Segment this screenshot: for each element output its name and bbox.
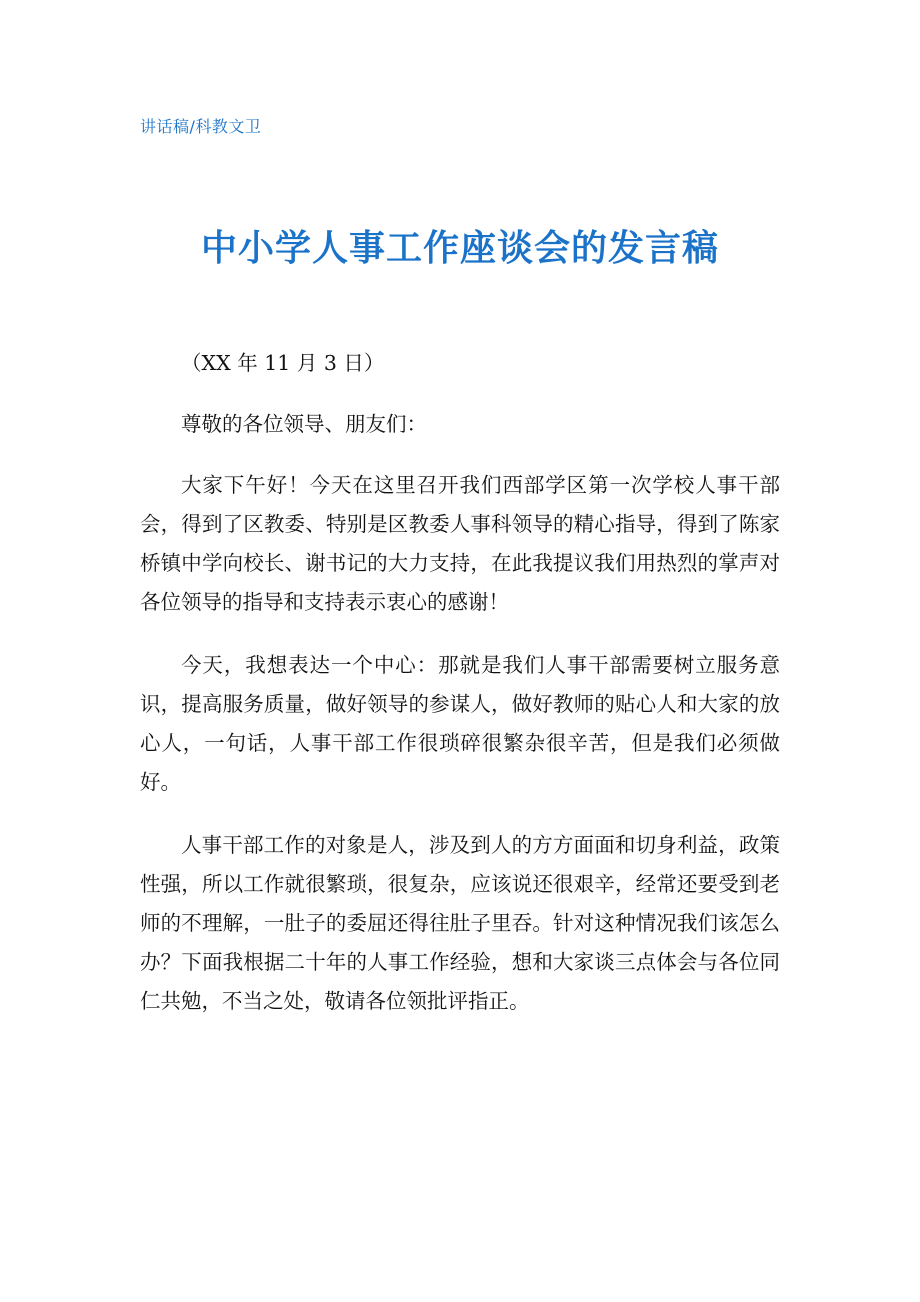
document-title: 中小学人事工作座谈会的发言稿	[200, 228, 719, 269]
document-date: （XX 年 11 月 3 日）	[181, 351, 385, 375]
document-body	[140, 344, 780, 1021]
greeting: 尊敬的各位领导、朋友们：	[181, 412, 427, 436]
paragraph-1: 大家下午好！今天在这里召开我们西部学区第一次学校人事干部会，得到了区教委、特别是区教委人事科领导的精心指导，得到了陈家桥镇中学向校长、谢书记的大力支持，在此我提议我们用热烈的掌声对各位领导的指导和支持表示衷心的感谢！	[140, 473, 780, 614]
document-category: 讲话稿/科教文卫	[140, 117, 262, 136]
paragraph-3: 人事干部工作的对象是人，涉及到人的方方面面和切身利益，政策性强，所以工作就很繁琐，很复杂，应该说还很艰辛，经常还要受到老师的不理解，一肚子的委屈还得往肚子里吞。针对这种情况我们该怎么办？下面我根据二十年的人事工作经验，想和大家谈三点体会与各位同仁共勉，不当之处，敬请各位领批评指正。	[140, 833, 780, 1013]
paragraph-2: 今天，我想表达一个中心：那就是我们人事干部需要树立服务意识，提高服务质量，做好领导的参谋人，做好教师的贴心人和大家的放心人，一句话，人事干部工作很琐碎很繁杂很辛苦，但是我们必须做好。	[140, 653, 780, 794]
